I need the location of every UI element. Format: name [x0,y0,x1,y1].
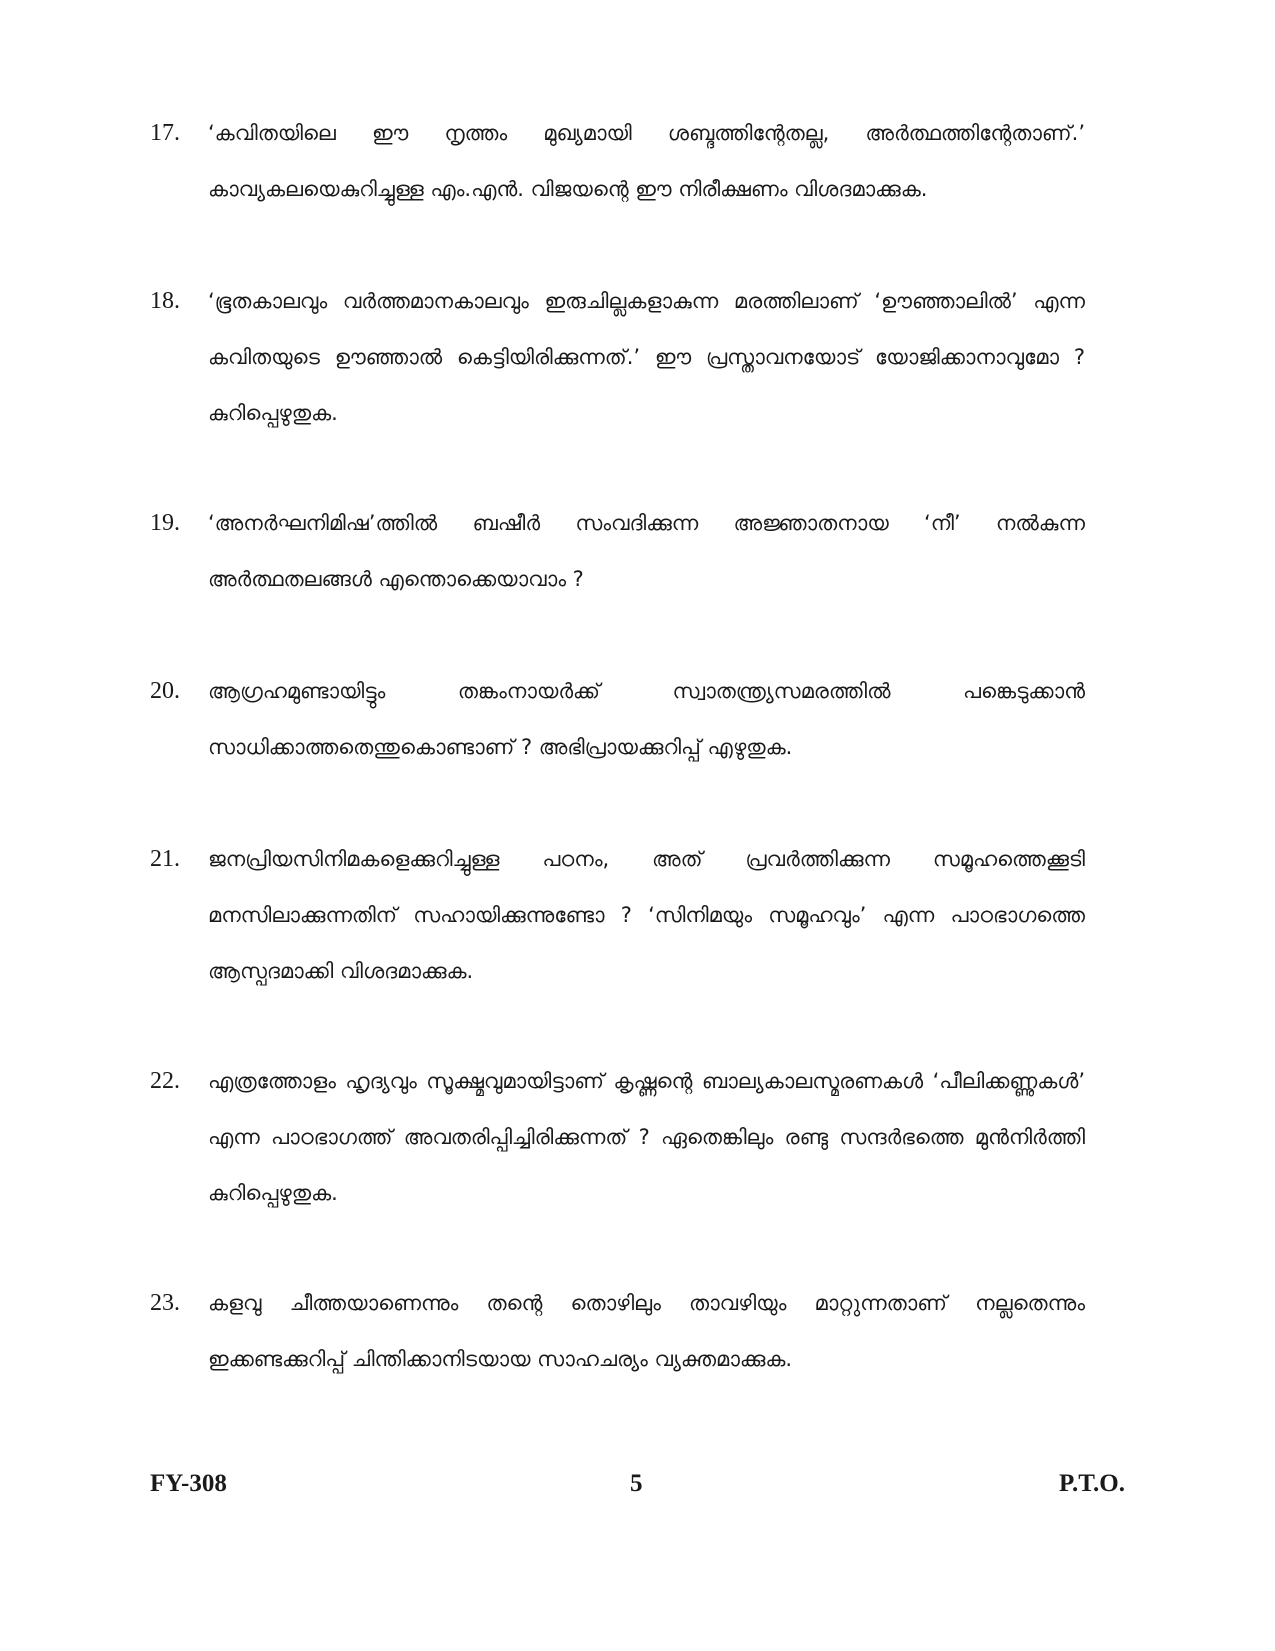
question-20 [150,663,1085,775]
question-number: 22. [150,1068,180,1094]
question-text: ‘കവിതയിലെ ഈ നൃത്തം മുഖ്യമായി ശബ്ദത്തിന്റേതല്ല, അർത്ഥത്തിന്റേതാണ്.’ കാവ്യകലയെകുറിച്ചുള്ള എം.എൻ. വിജയന്റെ ഈ നിരീക്ഷണം വിശദമാക്കുക. [208,121,1085,201]
page-number: 5 [630,1470,643,1497]
question-number: 20. [150,678,180,704]
question-number: 17. [150,120,180,146]
question-text: ‘അനർഘനിമിഷ’ത്തിൽ ബഷീർ സംവദിക്കുന്ന അജ്ഞാതനായ ‘നീ’ നൽകുന്ന അർത്ഥതലങ്ങൾ എന്തൊക്കെയാവാം ? [208,511,1085,591]
question-22 [150,1053,1085,1221]
question-number: 21. [150,846,180,872]
question-19 [150,495,1085,607]
question-text: കളവു ചീത്തയാണെന്നും തന്റെ തൊഴിലും താവഴിയും മാറ്റുന്നതാണ് നല്ലതെന്നും ഇക്കണ്ടക്കുറിപ്പ് ചിന്തിക്കാനിടയായ സാഹചര്യം വ്യക്തമാക്കുക. [208,1291,1085,1371]
question-number: 18. [150,288,180,314]
question-number: 23. [150,1290,180,1316]
question-18 [150,273,1085,441]
question-text: എത്രത്തോളം ഹൃദ്യവും സൂക്ഷ്മവുമായിട്ടാണ് കൃഷ്ണന്റെ ബാല്യകാലസ്മരണകൾ ‘പീലിക്കണ്ണുകൾ’ എന്ന പാഠഭാഗത്ത് അവതരിപ്പിച്ചിരിക്കുന്നത് ? ഏതെങ്കിലും രണ്ടു സന്ദർഭത്തെ മുൻനിർത്തി കുറിപ്പെഴുതുക. [208,1069,1085,1205]
page-footer [150,1470,1125,1510]
pto-label: P.T.O. [1059,1470,1125,1497]
paper-code: FY-308 [150,1470,227,1497]
question-23 [150,1275,1085,1387]
question-number: 19. [150,510,180,536]
question-17 [150,105,1085,217]
question-text: ജനപ്രിയസിനിമകളെക്കുറിച്ചുള്ള പഠനം, അത് പ്രവർത്തിക്കുന്ന സമൂഹത്തെക്കൂടി മനസിലാക്കുന്നതിന് സഹായിക്കുന്നുണ്ടോ ? ‘സിനിമയും സമൂഹവും’ എന്ന പാഠഭാഗത്തെ ആസ്പദമാക്കി വിശദമാക്കുക. [208,847,1085,983]
question-text: ആഗ്രഹമുണ്ടായിട്ടും തങ്കംനായർക്ക് സ്വാതന്ത്ര്യസമരത്തിൽ പങ്കെടുക്കാൻ സാധിക്കാത്തതെന്തുകൊണ്ടാണ് ? അഭിപ്രായക്കുറിപ്പ് എഴുതുക. [208,679,1085,759]
question-21 [150,831,1085,999]
question-text: ‘ഭൂതകാലവും വർത്തമാനകാലവും ഇരുചില്ലകളാകുന്ന മരത്തിലാണ് ‘ഊഞ്ഞാലിൽ’ എന്ന കവിതയുടെ ഊഞ്ഞാൽ കെട്ടിയിരിക്കുന്നത്.’ ഈ പ്രസ്താവനയോട് യോജിക്കാനാവുമോ ? കുറിപ്പെഴുതുക. [208,289,1085,425]
